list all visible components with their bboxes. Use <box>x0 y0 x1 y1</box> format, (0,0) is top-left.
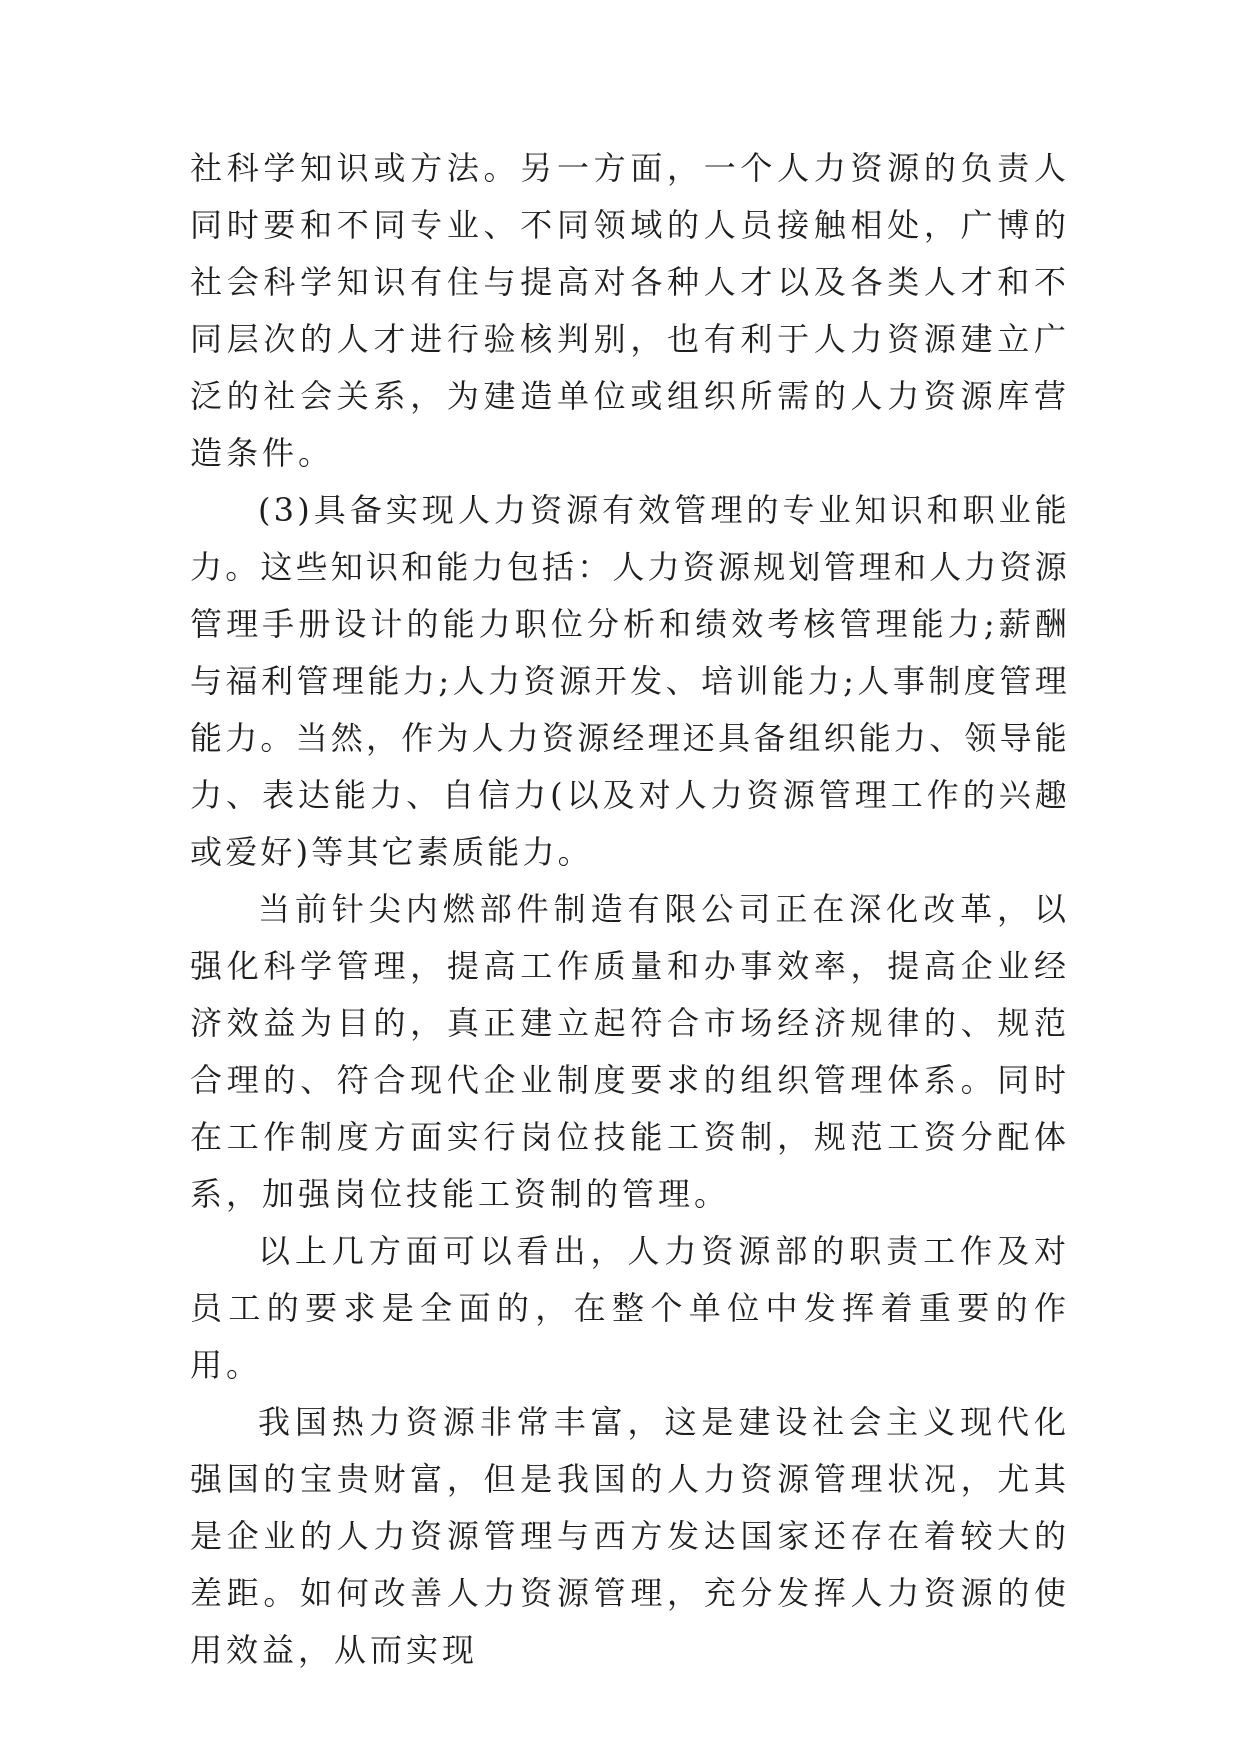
paragraph-1: 社科学知识或方法。另一方面，一个人力资源的负责人同时要和不同专业、不同领域的人员接触相处，广博的社会科学知识有住与提高对各种人才以及各类人才和不同层次的人才进行验核判别，也有利于人力资源建立广泛的社会关系，为建造单位或组织所需的人力资源库营造条件。 <box>190 149 1070 472</box>
document-body <box>190 140 1070 1679</box>
paragraph-5: 我国热力资源非常丰富，这是建设社会主义现代化强国的宝贵财富，但是我国的人力资源管理状况，尤其是企业的人力资源管理与西方发达国家还存在着较大的差距。如何改善人力资源管理，充分发挥人力资源的使用效益，从而实现 <box>190 1403 1070 1669</box>
paragraph-3: 当前针尖内燃部件制造有限公司正在深化改革，以强化科学管理，提高工作质量和办事效率，提高企业经济效益为目的，真正建立起符合市场经济规律的、规范合理的、符合现代企业制度要求的组织管理体系。同时在工作制度方面实行岗位技能工资制，规范工资分配体系，加强岗位技能工资制的管理。 <box>190 890 1070 1213</box>
paragraph-4: 以上几方面可以看出，人力资源部的职责工作及对员工的要求是全面的，在整个单位中发挥着重要的作用。 <box>190 1232 1070 1384</box>
paragraph-2: (3)具备实现人力资源有效管理的专业知识和职业能力。这些知识和能力包括：人力资源规划管理和人力资源管理手册设计的能力职位分析和绩效考核管理能力;薪酬与福利管理能力;人力资源开发、培训能力;人事制度管理能力。当然，作为人力资源经理还具备组织能力、领导能力、表达能力、自信力(以及对人力资源管理工作的兴趣或爱好)等其它素质能力。 <box>190 491 1071 871</box>
